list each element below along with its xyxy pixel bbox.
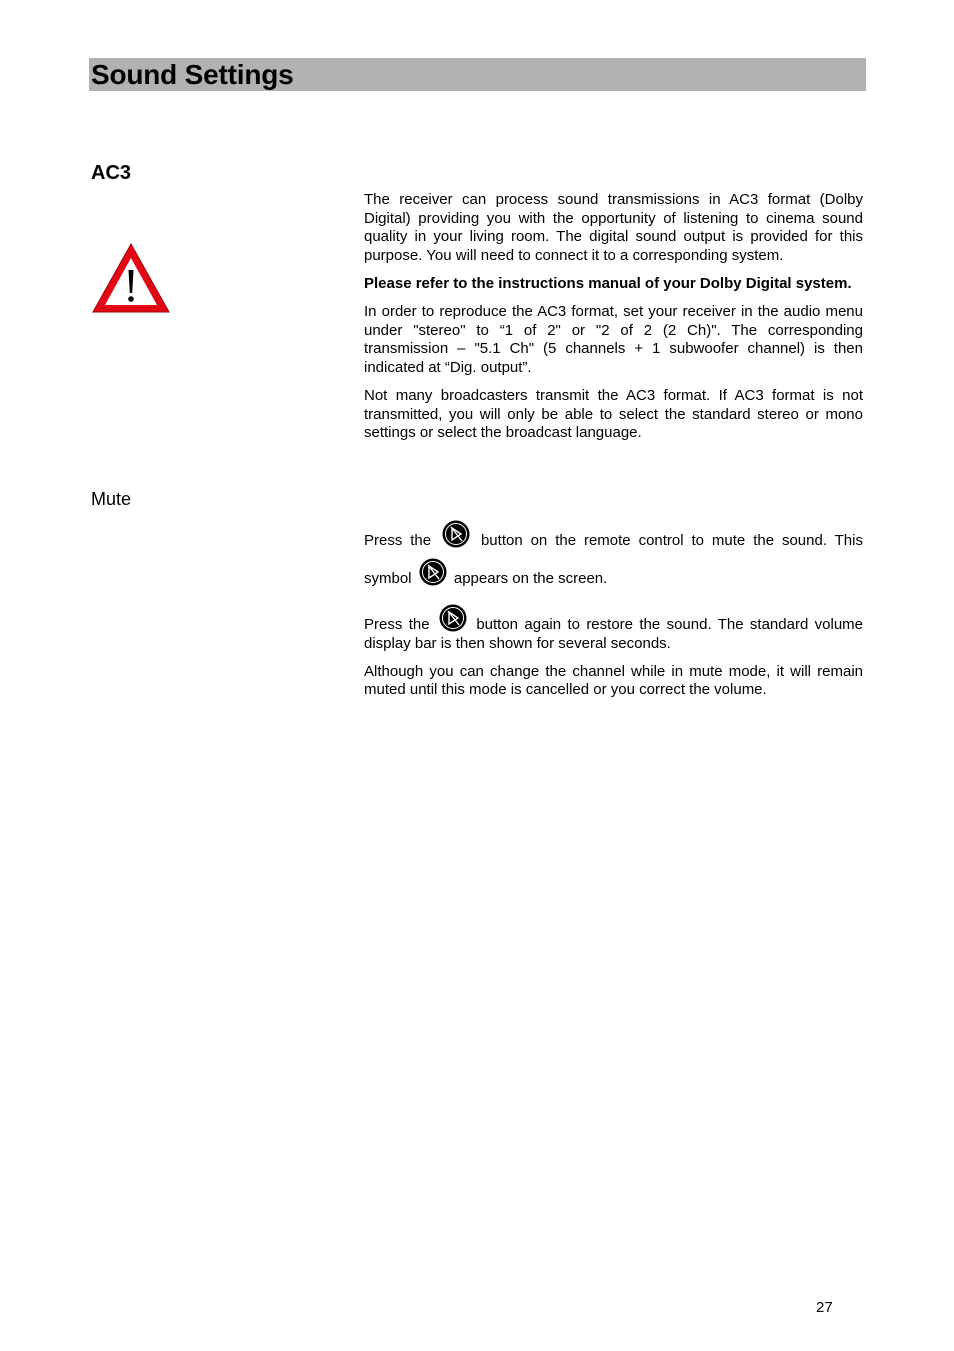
ac3-paragraph-3: In order to reproduce the AC3 format, set your receiver in the audio menu under "stereo" to “1 of 2" or "2 of 2 (2 Ch)". The corresponding transmission – "5.1 Ch" (5 channels + 1 subwoofer channel) is then indicated at “Dig. output”. xyxy=(364,303,863,376)
mute-paragraph-2 xyxy=(364,604,863,653)
page-title: Sound Settings xyxy=(91,59,294,90)
ac3-paragraph-4: Not many broadcasters transmit the AC3 format. If AC3 format is not transmitted, you will only be able to select the standard stereo or mono settings or select the broadcast language. xyxy=(364,387,863,442)
warning-triangle-icon xyxy=(91,242,171,314)
mute-p2-text-a: Press the xyxy=(364,616,430,633)
mute-section xyxy=(364,520,863,710)
page-number: 27 xyxy=(816,1299,833,1316)
ac3-paragraph-2: Please refer to the instructions manual of your Dolby Digital system. xyxy=(364,274,852,292)
mute-p1-text-a: Press the xyxy=(364,532,432,549)
ac3-paragraph-1: The receiver can process sound transmissions in AC3 format (Dolby Digital) providing you with the opportunity of listening to cinema sound quality in your living room. The digital sound output is provided for this purpose. You will need to connect it to a corresponding system. xyxy=(364,191,863,264)
mute-paragraph-1 xyxy=(364,520,863,596)
mute-icon xyxy=(442,520,470,548)
mute-button-icon xyxy=(439,604,467,632)
mute-heading: Mute xyxy=(91,489,132,509)
mute-symbol-icon xyxy=(419,558,447,586)
mute-p1-text-c: appears on the screen. xyxy=(453,570,608,587)
title-bar xyxy=(89,58,866,91)
mute-p2-text-b: button again to restore the sound. The standard volume display bar is then shown for several seconds. xyxy=(364,616,864,652)
ac3-section xyxy=(364,191,863,453)
ac3-heading: AC3 xyxy=(91,162,132,184)
mute-p1-text-b: button on the remote control to mute the sound. This symbol xyxy=(364,532,863,587)
mute-paragraph-3: Although you can change the channel while in mute mode, it will remain muted until this mode is cancelled or you correct the volume. xyxy=(364,662,863,699)
